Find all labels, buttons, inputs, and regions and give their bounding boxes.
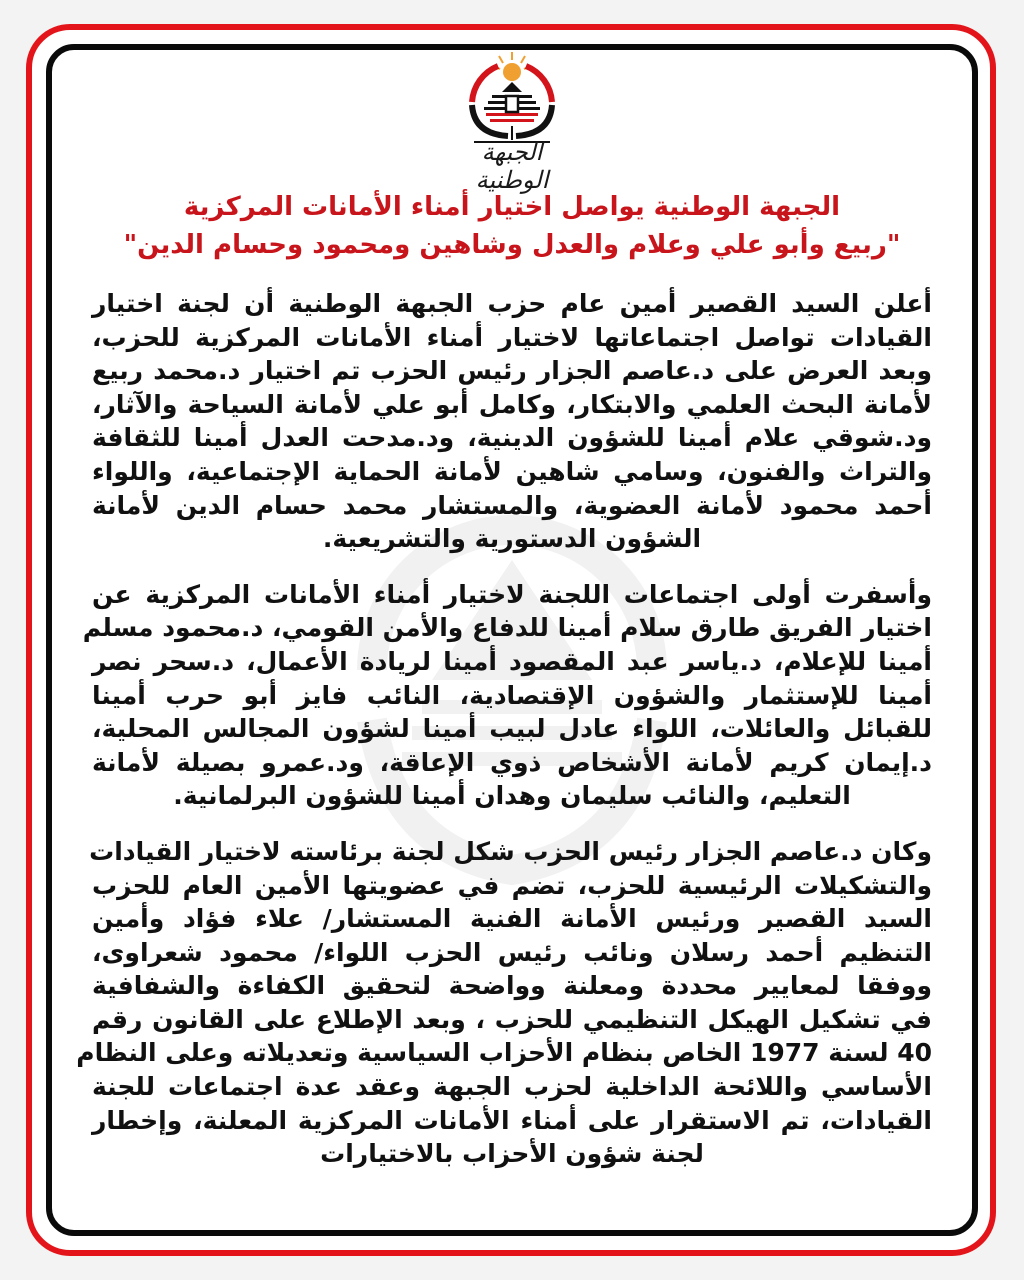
paragraph-line: 40 لسنة 1977 الخاص بنظام الأحزاب السياسية وتعديلاته وعلى النظام (76, 1038, 932, 1068)
paragraph-1 (92, 287, 932, 556)
paragraph-line: د.إيمان كريم لأمانة الأشخاص ذوي الإعاقة، ود.عمرو بصيلة لأمانة (92, 747, 932, 777)
paragraph-line: الشؤون الدستورية والتشريعية. (322, 524, 702, 554)
headline (90, 188, 934, 264)
paragraph-line: القيادات تواصل اجتماعاتها لاختيار أمناء الأمانات المركزية للحزب، (92, 322, 932, 352)
paragraph-line: وأسفرت أولى اجتماعات اللجنة لاختيار أمناء الأمانات المركزية عن (92, 579, 932, 609)
paragraph-line: التنظيم أحمد رسلان ونائب رئيس الحزب اللواء/ محمود شعراوى، (92, 937, 932, 967)
paragraph-line: والتشكيلات الرئيسية للحزب، تضم في عضويتها الأمين العام للحزب (92, 870, 932, 900)
logo-wordmark: الجبهة الوطنية (475, 138, 549, 194)
paragraph-line: الأساسي واللائحة الداخلية لحزب الجبهة وعقد عدة اجتماعات للجنة (92, 1072, 932, 1102)
paragraph-line: لأمانة البحث العلمي والابتكار، وكامل أبو علي لأمانة السياحة والآثار، (92, 389, 932, 419)
paragraph-line: التعليم، والنائب سليمان وهدان أمينا للشؤون البرلمانية. (173, 781, 851, 811)
paragraph-2 (82, 578, 932, 813)
paragraph-line: السيد القصير ورئيس الأمانة الفنية المستشار/ علاء فؤاد وأمين (92, 904, 932, 934)
paragraph-line: ود.شوقي علام أمينا للشؤون الدينية، ود.مدحت العدل أمينا للثقافة (92, 423, 932, 453)
paragraph-3 (76, 835, 932, 1171)
paragraph-line: ووفقا لمعايير محددة ومعلنة وواضحة لتحقيق الكفاءة والشفافية (92, 971, 932, 1001)
paragraph-line: اختيار الفريق طارق سلام أمينا للدفاع والأمن القومي، د.محمود مسلم (82, 613, 932, 643)
paragraph-line: في تشكيل الهيكل التنظيمي للحزب ، وبعد الإطلاع على القانون رقم (92, 1004, 932, 1034)
headline-line-2: "ربيع وأبو علي وعلام والعدل وشاهين ومحمود وحسام الدين" (123, 230, 901, 260)
headline-line-1: الجبهة الوطنية يواصل اختيار أمناء الأمانات المركزية (183, 192, 841, 222)
paragraph-line: وكان د.عاصم الجزار رئيس الحزب شكل لجنة برئاسته لاختيار القيادات (89, 836, 932, 866)
paragraph-line: أمينا للإعلام، د.ياسر عبد المقصود أمينا لريادة الأعمال، د.سحر نصر (92, 646, 932, 676)
paragraph-line: للقبائل والعائلات، اللواء عادل لبيب أمينا لشؤون المجالس المحلية، (92, 714, 932, 744)
paragraph-line: أعلن السيد القصير أمين عام حزب الجبهة الوطنية أن لجنة اختيار (92, 289, 932, 318)
paragraph-line: والتراث والفنون، وسامي شاهين لأمانة الحماية الإجتماعية، واللواء (92, 456, 932, 486)
article-body (76, 287, 932, 1193)
paragraph-line: أحمد محمود لأمانة العضوية، والمستشار محمد حسام الدين لأمانة (92, 490, 932, 520)
paragraph-line: أمينا للإستثمار والشؤون الإقتصادية، النائب فايز أبو حرب أمينا (92, 680, 932, 710)
paragraph-line: وبعد العرض على د.عاصم الجزار رئيس الحزب تم اختيار د.محمد ربيع (92, 356, 932, 386)
paragraph-line: لجنة شؤون الأحزاب بالاختيارات (320, 1139, 704, 1169)
paragraph-line: القيادات، تم الاستقرار على أمناء الأمانات المركزية المعلنة، وإخطار (92, 1105, 932, 1135)
